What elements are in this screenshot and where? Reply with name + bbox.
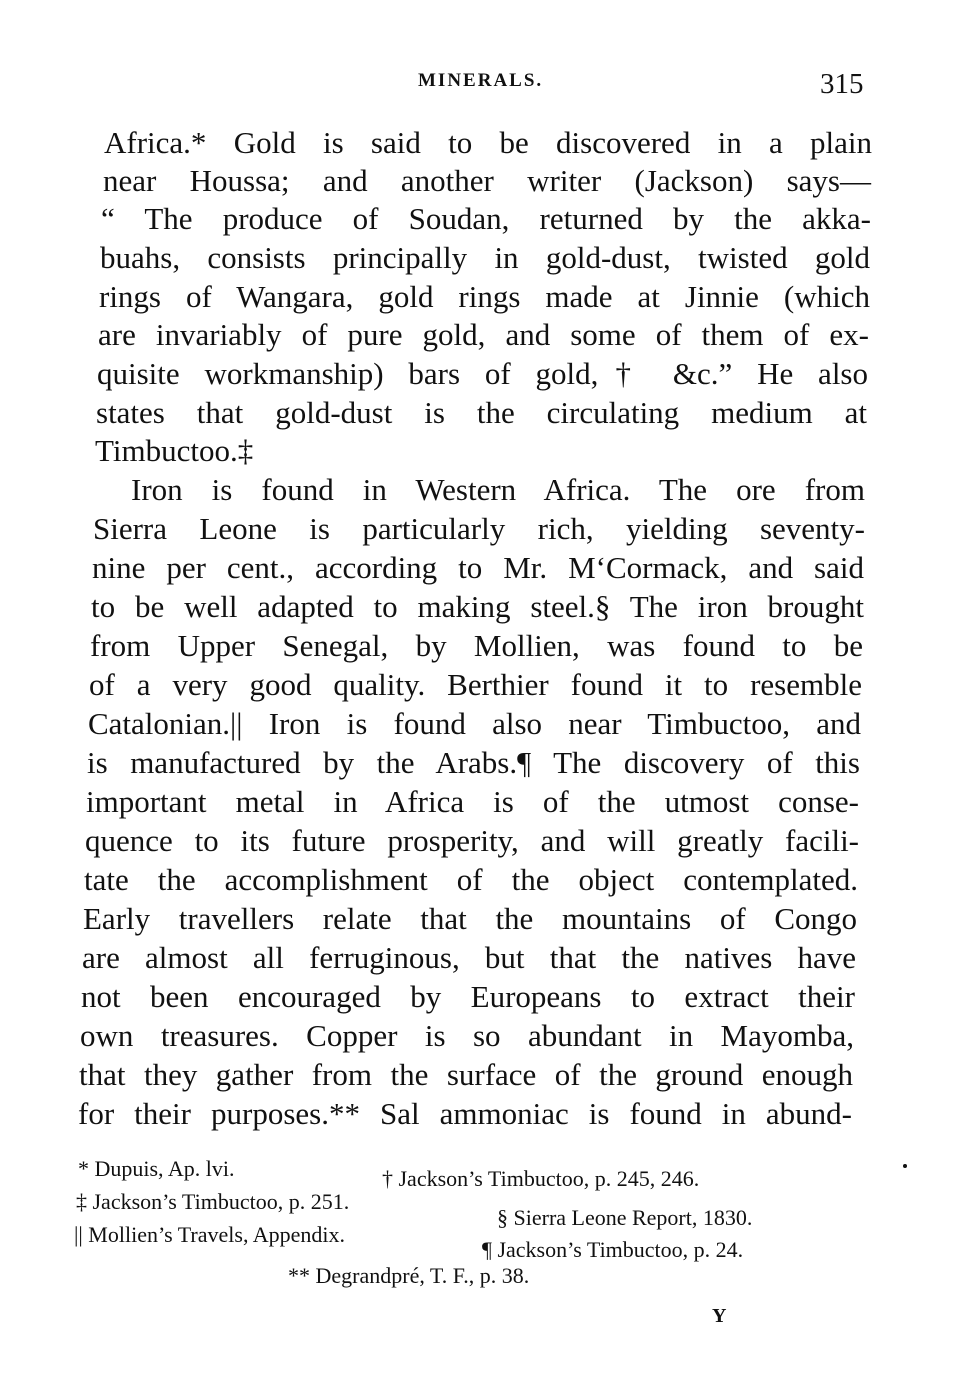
- text-line: are invariably of pure gold, and some of them of ex-: [98, 317, 869, 352]
- text-line: nine per cent., according to Mr. M‘Cormack, and said: [92, 550, 864, 585]
- footnote: * Dupuis, Ap. lvi.: [78, 1156, 235, 1181]
- text-line: quisite workmanship) bars of gold,† &c.” He also: [97, 356, 868, 391]
- text-line: tate the accomplishment of the object contemplated.: [84, 862, 858, 897]
- text-line: rings of Wangara, gold rings made at Jinnie (which: [99, 279, 870, 314]
- footnote: ‡ Jackson’s Timbuctoo, p. 251.: [76, 1189, 350, 1214]
- text-line: not been encouraged by Europeans to extract their: [81, 979, 855, 1014]
- text-line: buahs, consists principally in gold-dust, twisted gold: [100, 240, 870, 275]
- text-line: Early travellers relate that the mountains of Congo: [83, 901, 857, 936]
- text-line: to be well adapted to making steel.§ The iron brought: [91, 589, 864, 624]
- print-speck: [903, 1164, 907, 1168]
- text-line: Sierra Leone is particularly rich, yielding seventy-: [93, 511, 865, 546]
- footnote: ** Degrandpré, T. F., p. 38.: [288, 1263, 530, 1288]
- text-line: of a very good quality. Berthier found it to resemble: [89, 667, 862, 702]
- running-head: MINERALS.: [418, 70, 544, 91]
- footnote: ¶ Jackson’s Timbuctoo, p. 24.: [482, 1237, 744, 1262]
- text-line: Africa.* Gold is said to be discovered in a plain: [104, 125, 872, 160]
- text-line: states that gold-dust is the circulating medium at: [96, 395, 867, 430]
- text-line: important metal in Africa is of the utmost conse-: [86, 784, 859, 819]
- text-line: Iron is found in Western Africa. The ore from: [131, 472, 865, 507]
- text-line: that they gather from the surface of the ground enough: [79, 1057, 853, 1092]
- text-line: for their purposes.** Sal ammoniac is found in abund-: [78, 1096, 852, 1131]
- text-line: Timbuctoo.‡: [95, 433, 254, 468]
- page-number: 315: [820, 68, 864, 100]
- text-line: quence to its future prosperity, and will greatly facili-: [85, 823, 859, 858]
- footnote: || Mollien’s Travels, Appendix.: [74, 1222, 345, 1247]
- text-line: are almost all ferruginous, but that the natives have: [82, 940, 856, 975]
- text-line: is manufactured by the Arabs.¶ The discovery of this: [87, 745, 860, 780]
- text-line: from Upper Senegal, by Mollien, was found to be: [90, 628, 863, 663]
- signature-mark: Y: [712, 1305, 727, 1327]
- text-line: near Houssa; and another writer (Jackson) says—: [103, 163, 871, 198]
- text-line: “ The produce of Soudan, returned by the akka-: [101, 201, 871, 236]
- text-line: Catalonian.|| Iron is found also near Timbuctoo, and: [88, 706, 861, 741]
- footnote: † Jackson’s Timbuctoo, p. 245, 246.: [382, 1166, 700, 1191]
- text-line: own treasures. Copper is so abundant in Mayomba,: [80, 1018, 854, 1053]
- footnote: § Sierra Leone Report, 1830.: [497, 1205, 753, 1230]
